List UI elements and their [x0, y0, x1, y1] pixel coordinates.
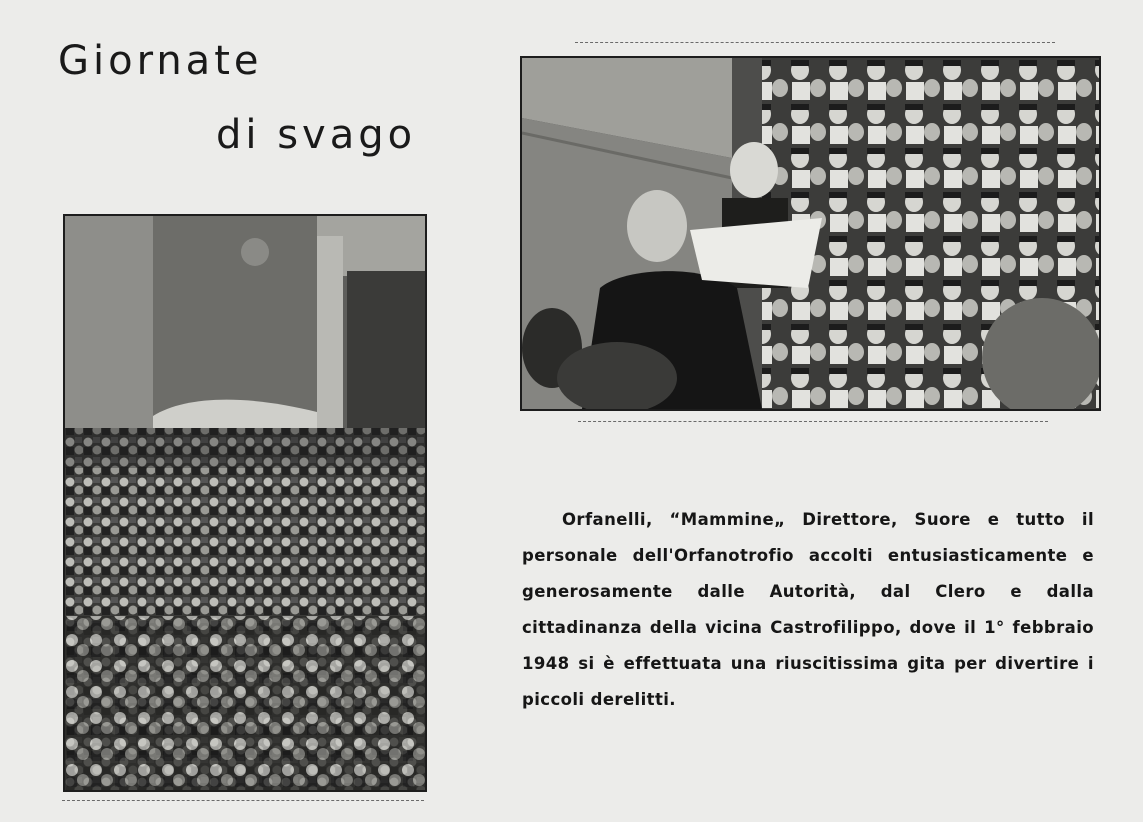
page-title-line-2: di svago: [216, 112, 417, 158]
top-rule: [575, 42, 1055, 43]
group-photo: [520, 56, 1101, 411]
left-photo-bottom-rule: [62, 800, 424, 801]
photo-caption: Orfanelli, “Mammine„ Direttore, Suore e tutto il personale dell'Orfanotrofio accolti entusiasticamente e generosamente dalle Autorità, dal Clero e dalla cittadinanza della vicina Castrofilippo, dove il 1° febbraio 1948 si è effettuata una riuscitissima gita per divertire i piccoli derelitti.: [522, 510, 1094, 709]
bottom-rule: [578, 421, 1048, 422]
group-photo-image: [522, 58, 1099, 409]
page-title-line-1: Giornate: [58, 38, 263, 84]
crowd-photo: [63, 214, 427, 792]
crowd-photo-image: [65, 216, 425, 790]
